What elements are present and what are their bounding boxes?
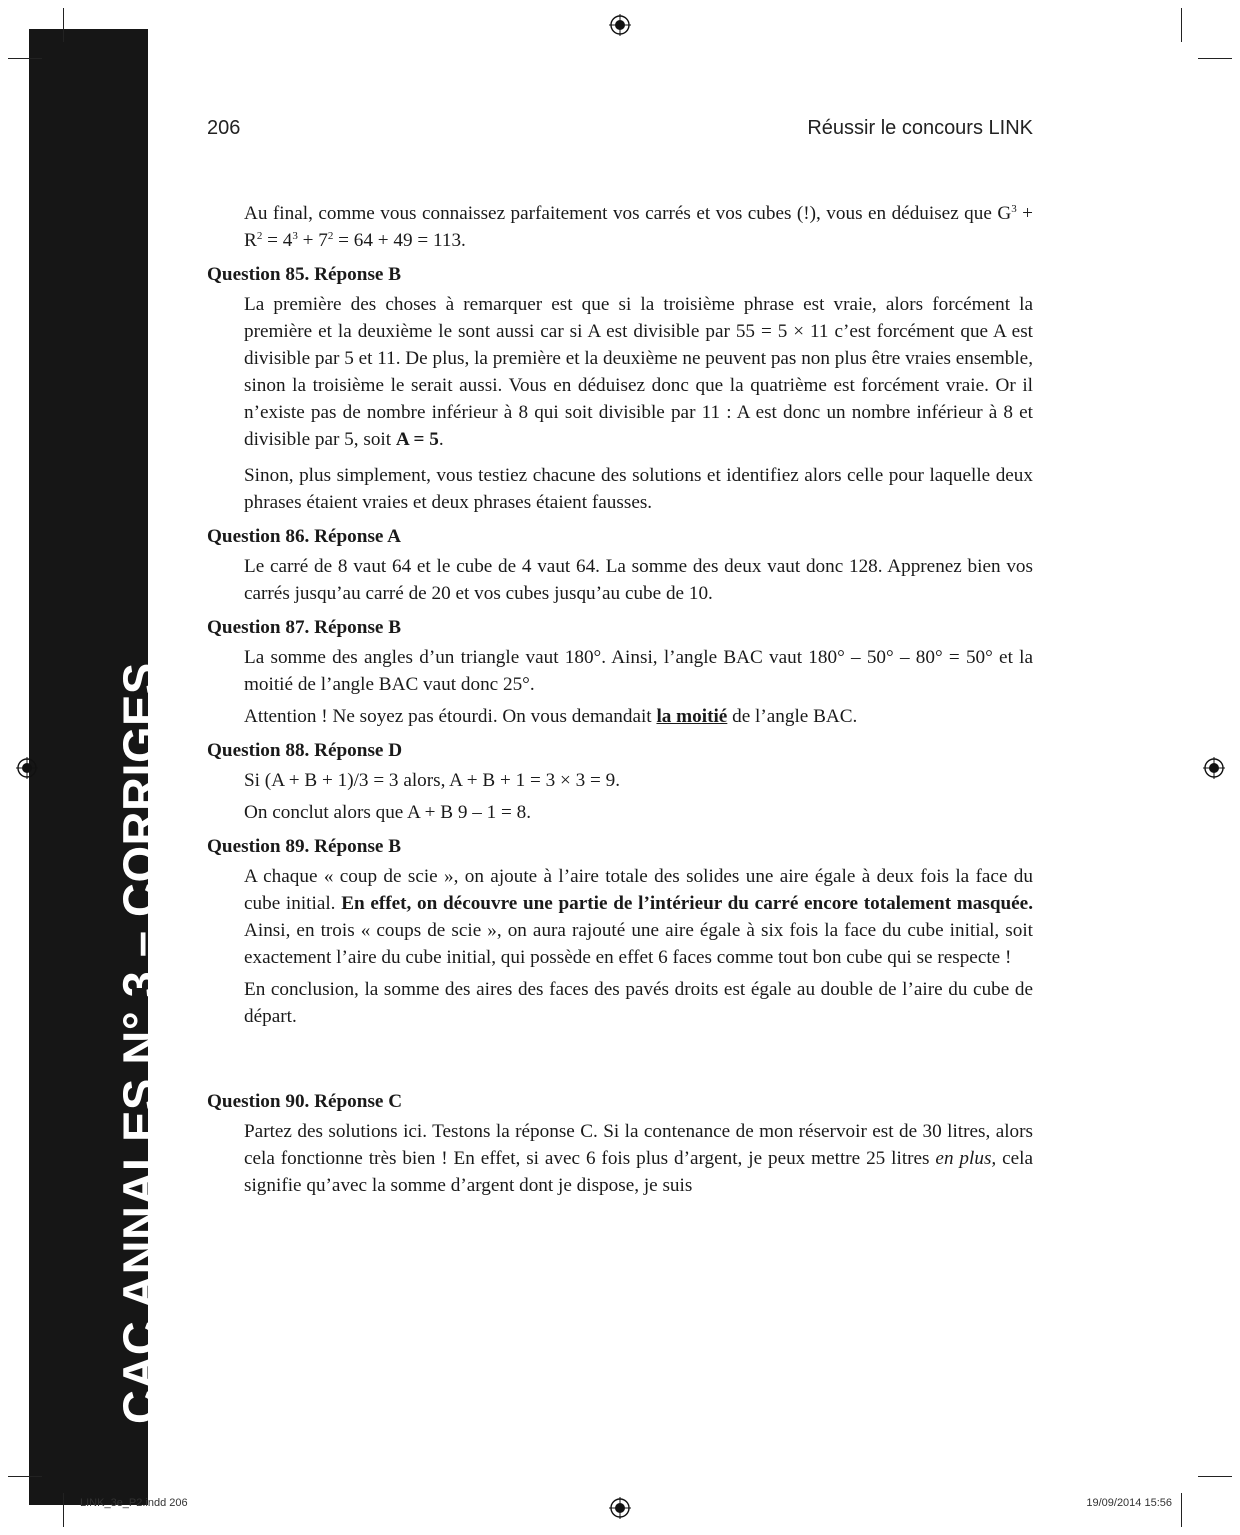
question-85-heading: Question 85. Réponse B [207,264,402,285]
intro-paragraph: Au final, comme vous connaissez parfaitement vos carrés et vos cubes (!), vous en déduisez que $G^3 + R^2 = 4^3 + 7^2 = 64 + 49 = 113$. [244,203,1033,251]
registration-mark-icon [609,14,631,36]
question-87-heading: Question 87. Réponse B [207,617,402,638]
question-85-paragraph: La première des choses à remarquer est que si la troisième phrase est vraie, alors forcément la première et la deuxième le sont aussi car si A est divisible par 55 = 5 × 11 c’est forcément que A est divisible par 5 et 11. De plus, la première et la deuxième ne peuvent pas non plus être vraies ensemble, sinon la troisième le serait aussi. Vous en déduisez donc que la quatrième est forcément vraie. Or il n’existe pas de nombre inférieur à 8 qui soit divisible par 11 : A est donc un nombre inférieur à 8 et divisible par 5, soit A = 5. [244,294,1033,450]
sidebar-label: CAC ANNALES N° 3 – CORRIGES [113,662,166,1424]
question-85-paragraph-2: Sinon, plus simplement, vous testiez chacune des solutions et identifiez alors celle pour laquelle deux phrases étaient vraies et deux phrases étaient fausses. [244,465,1033,513]
question-87-paragraph-2: Attention ! Ne soyez pas étourdi. On vous demandait la moitié de l’angle BAC. [244,706,858,727]
question-89-paragraph: A chaque « coup de scie », on ajoute à l’aire totale des solides une aire égale à deux fois la face du cube initial. En effet, on découvre une partie de l’intérieur du carré encore totalement masquée. Ainsi, en trois « coups de scie », on aura rajouté une aire égale à six fois la face du cube initial, soit exactement l’aire du cube initial, qui possède en effet 6 faces comme tout bon cube qui se respecte ! [244,866,1033,968]
crop-mark [63,1493,64,1527]
question-87-paragraph: La somme des angles d’un triangle vaut 180°. Ainsi, l’angle BAC vaut 180° – 50° – 80° = 50° et la moitié de l’angle BAC vaut donc 25°. [244,647,1033,695]
registration-mark-icon [16,757,38,779]
question-89-paragraph-2: En conclusion, la somme des aires des faces des pavés droits est égale au double de l’aire du cube de départ. [244,979,1033,1027]
slug-file: LINK_3e_P2.indd 206 [80,1497,188,1509]
question-89-heading: Question 89. Réponse B [207,836,402,857]
registration-mark-icon [609,1497,631,1519]
book-title: Réussir le concours LINK [807,117,1033,139]
question-90-heading: Question 90. Réponse C [207,1091,403,1112]
question-86-paragraph: Le carré de 8 vaut 64 et le cube de 4 vaut 64. La somme des deux vaut donc 128. Apprenez bien vos carrés jusqu’au carré de 20 et vos cubes jusqu’au cube de 10. [244,556,1033,604]
page-content [207,200,1033,1199]
crop-mark [8,58,42,59]
crop-mark [63,8,64,42]
page-number: 206 [207,117,241,139]
slug-date: 19/09/2014 15:56 [1086,1497,1172,1509]
registration-mark-icon [1203,757,1225,779]
crop-mark [1181,1493,1182,1527]
crop-mark [1181,8,1182,42]
question-86-heading: Question 86. Réponse A [207,526,402,547]
question-90-paragraph: Partez des solutions ici. Testons la réponse C. Si la contenance de mon réservoir est de 30 litres, alors cela fonctionne très bien ! En effet, si avec 6 fois plus d’argent, je peux mettre 25 litres en plus, cela signifie qu’avec la somme d’argent dont je dispose, je suis [244,1121,1033,1196]
crop-mark [1198,1476,1232,1477]
crop-mark [8,1476,42,1477]
question-88-paragraph: Si (A + B + 1)/3 = 3 alors, A + B + 1 = 3 × 3 = 9. [244,770,620,791]
crop-mark [1198,58,1232,59]
question-88-heading: Question 88. Réponse D [207,740,403,761]
question-88-paragraph-2: On conclut alors que A + B 9 – 1 = 8. [244,802,532,823]
